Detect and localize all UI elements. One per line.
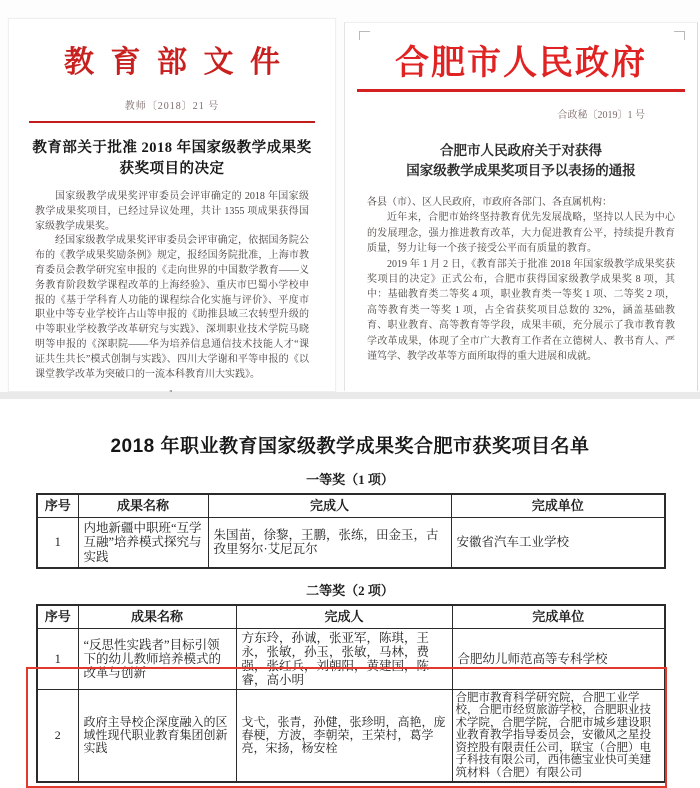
header-achievement: 成果名称 (78, 605, 236, 629)
cell-unit: 安徽省汽车工业学校 (451, 518, 665, 568)
cell-people: 方东玲，孙诚，张亚军，陈琪，王永，张敏，孙玉，张敏，马林，费强，张红兵，刘朝阳，黄建国，陈睿，高小明 (236, 628, 452, 689)
hefei-red-rule (357, 89, 684, 92)
moe-document-number: 教师〔2018〕21 号 (124, 101, 220, 112)
moe-document-title: 教育部文件 (64, 46, 297, 79)
moe-heading-line1: 教育部关于批准 2018 年国家级教学成果奖 (32, 140, 312, 156)
moe-decision-heading (9, 138, 335, 180)
moe-document-page (8, 18, 336, 392)
first-prize-table-wrap (36, 493, 664, 569)
cell-people: 朱国苗，徐黎，王鹏，张练，田金玉，古孜里努尔·艾尼瓦尔 (208, 518, 451, 568)
table-row-highlighted (37, 689, 665, 782)
cell-seq: 1 (37, 628, 78, 689)
crop-mark-right-icon (674, 31, 685, 40)
award-list-title: 2018 年职业教育国家级教学成果奖合肥市获奖项目名单 (110, 436, 590, 457)
moe-body-text (35, 190, 309, 382)
moe-paragraph: 国家级教学成果奖评审委员会评审确定的 2018 年国家级教学成果奖项目，已经过异议处理，共计 1355 项成果获得国家级教学成果奖。 (35, 191, 309, 232)
header-people: 完成人 (208, 494, 451, 518)
hefei-paragraph: 2019 年 1 月 2 日，《教育部关于批准 2018 年国家级教学成果奖获奖项目的决定》正式公布，合肥市获得国家级教学成果奖 8 项，其中：基础教育类二等奖 4 项，职业教育类一等奖 1 项、二等奖 2 项，高等教育类一等奖 1 项，占全省获奖项目总数的 32%，涵盖基础教育、职业教育、高等教育等学段，成果丰硕，充分展示了我市教育教学改革成果，体现了全市广大教育工作者在立德树人、教书育人、严谨笃学、教学改革等方面所取得的重大进展和成就。 (367, 258, 675, 363)
cell-unit: 合肥市教育科学研究院，合肥工业学校，合肥市经贸旅游学校，合肥职业技术学院，合肥学院，合肥市城乡建设职业教育教学指导委员会，安徽风之星投资控股有限责任公司，联宝（合肥）电子科技有限公司，西伟德宝业快可美建筑材料（合肥）有限公司 (452, 689, 665, 782)
moe-heading-line2: 获奖项目的决定 (119, 161, 225, 177)
header-seq: 序号 (37, 605, 78, 629)
header-seq: 序号 (37, 494, 78, 518)
hefei-heading-line2: 国家级教学成果奖项目予以表扬的通报 (406, 163, 636, 178)
table-row (37, 518, 665, 568)
cell-seq: 1 (37, 518, 78, 568)
header-people: 完成人 (236, 605, 452, 629)
cell-achievement: 内地新疆中职班“互学互融”培养模式探究与实践 (78, 518, 208, 568)
first-prize-subtitle: 一等奖（1 项） (306, 472, 394, 487)
scanned-documents-area (0, 0, 700, 392)
hefei-body-text (367, 195, 675, 364)
header-achievement: 成果名称 (78, 494, 208, 518)
hefei-government-title: 合肥市人民政府 (395, 44, 647, 82)
table-row (37, 628, 665, 689)
crop-mark-left-icon (359, 31, 370, 40)
cell-achievement: 政府主导校企深度融入的区域性现代职业教育集团创新实践 (78, 689, 236, 782)
header-unit: 完成单位 (452, 605, 665, 629)
moe-red-rule (29, 121, 316, 123)
header-unit: 完成单位 (451, 494, 665, 518)
second-prize-table-wrap (36, 604, 664, 784)
hefei-salutation: 各县（市）、区人民政府，市政府各部门、各直属机构： (367, 197, 612, 208)
section-divider (0, 392, 700, 399)
hefei-notice-heading (345, 141, 697, 181)
table-header-row (37, 605, 665, 629)
cell-achievement: “反思性实践者”目标引领下的幼儿教师培养模式的改革与创新 (78, 628, 236, 689)
cell-seq: 2 (37, 689, 78, 782)
hefei-paragraph: 近年来，合肥市始终坚持教育优先发展战略，坚持以人民为中心的发展理念，强力推进教育改革，大力促进教育公平，持续提升教育质量，努力让每一个孩子接受公平而有质量的教育。 (367, 212, 675, 255)
first-prize-table (36, 493, 666, 569)
cell-people: 戈弋，张青，孙健，张珍明，高艳，庞春梗，方波，李朝荣，王荣村，葛学亮，宋扬，杨安栓 (236, 689, 452, 782)
second-prize-table (36, 604, 666, 784)
cell-unit: 合肥幼儿师范高等专科学校 (452, 628, 665, 689)
second-prize-subtitle: 二等奖（2 项） (306, 582, 394, 598)
hefei-document-number: 合政秘〔2019〕1 号 (557, 110, 645, 121)
moe-paragraph: 经国家级教学成果奖评审委员会评审确定，依据国务院公布的《教学成果奖励条例》规定，报经国务院批准，上海市教育委员会教学研究室申报的《走向世界的中国数学教育——义务教育阶段数学课程改革的上海经验》、重庆市巴蜀小学校申报的《基于学科育人功能的课程综合化实施与评价》、平度市职业中等专业学校许占山等申报的《助推县域三农转型升级的中等职业学校教学改革研究与实践》、深圳职业技术学院马晓明等申报的《深职院——华为培养信息通信技术技能人才“课证共生共长”模式创制与实践》、四川大学谢和平等申报的《以课堂教学改革为突破口的一流本科教育川大实践》。 (35, 235, 309, 380)
hefei-document-page (344, 22, 698, 391)
hefei-heading-line1: 合肥市人民政府关于对获得 (440, 143, 602, 158)
table-header-row (37, 494, 665, 518)
award-list-section (0, 399, 700, 784)
